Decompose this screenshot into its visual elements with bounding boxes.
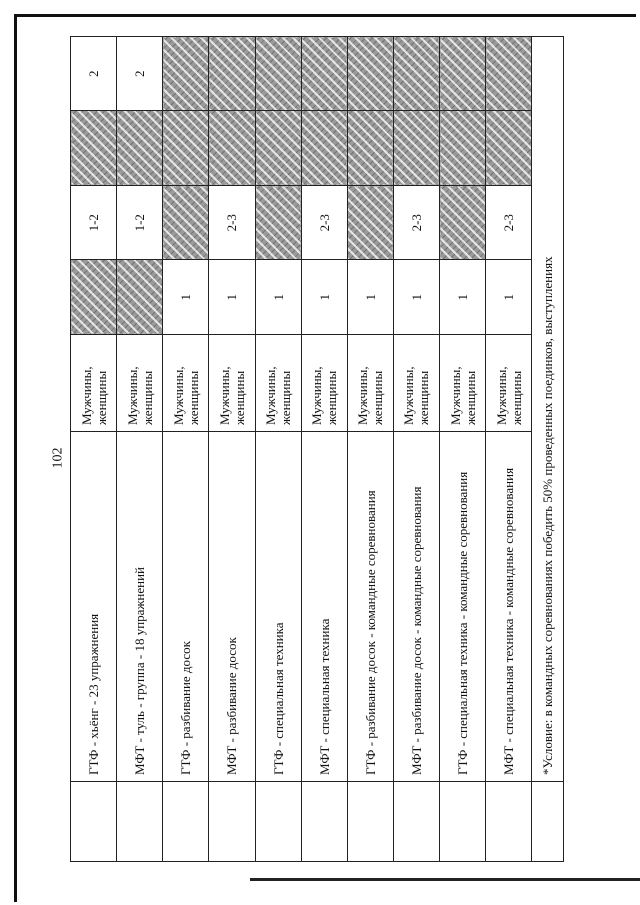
value-cell-2: 2-3 [209,186,255,261]
value-cell-3 [301,111,347,186]
value-cell-1 [71,260,117,335]
ranks-table [70,36,564,862]
value-cell-4 [486,37,532,112]
value-cell-1: 1 [209,260,255,335]
value-cell-2 [440,186,486,261]
row-spacer-cell [163,782,209,862]
value-cell-1: 1 [255,260,301,335]
value-cell-3 [71,111,117,186]
value-cell-4 [163,37,209,112]
bottom-rule [250,878,640,881]
value-cell-1: 1 [440,260,486,335]
value-cell-2 [163,186,209,261]
table-row [393,37,439,862]
row-spacer-cell [440,782,486,862]
value-cell-2: 1-2 [71,186,117,261]
value-cell-3 [393,111,439,186]
row-spacer-cell [255,782,301,862]
rotated-table-container [70,36,564,862]
table-row [486,37,532,862]
page-number: 102 [50,447,66,469]
value-cell-1: 1 [347,260,393,335]
discipline-cell: МФТ - разбивание досок [209,432,255,782]
table-row [71,37,117,862]
gender-cell: Мужчины, женщины [393,335,439,432]
value-cell-4: 2 [71,37,117,112]
row-spacer-cell [347,782,393,862]
table-row [209,37,255,862]
gender-cell: Мужчины, женщины [347,335,393,432]
value-cell-1: 1 [393,260,439,335]
row-spacer-cell [532,782,564,862]
row-spacer-cell [301,782,347,862]
table-row [347,37,393,862]
value-cell-3 [255,111,301,186]
row-spacer-cell [209,782,255,862]
value-cell-2 [255,186,301,261]
table-row [440,37,486,862]
table-row [255,37,301,862]
footnote-text: *Условие: в командных соревнованиях победить 50% проведенных поединков, выступлениях [532,37,564,782]
value-cell-3 [440,111,486,186]
value-cell-1: 1 [301,260,347,335]
discipline-cell: ГТФ - разбивание досок - командные соревнования [347,432,393,782]
value-cell-4: 2 [117,37,163,112]
table-row [117,37,163,862]
table-row [163,37,209,862]
gender-cell: Мужчины, женщины [209,335,255,432]
gender-cell: Мужчины, женщины [301,335,347,432]
value-cell-2: 2-3 [486,186,532,261]
gender-cell: Мужчины, женщины [163,335,209,432]
value-cell-3 [486,111,532,186]
row-spacer-cell [486,782,532,862]
table-row [301,37,347,862]
value-cell-1: 1 [163,260,209,335]
value-cell-2 [347,186,393,261]
gender-cell: Мужчины, женщины [117,335,163,432]
row-spacer-cell [117,782,163,862]
discipline-cell: ГТФ - специальная техника [255,432,301,782]
discipline-cell: МФТ - специальная техника [301,432,347,782]
value-cell-2: 2-3 [393,186,439,261]
value-cell-2: 1-2 [117,186,163,261]
note-row [532,37,564,862]
value-cell-3 [163,111,209,186]
gender-cell: Мужчины, женщины [440,335,486,432]
gender-cell: Мужчины, женщины [486,335,532,432]
value-cell-4 [255,37,301,112]
value-cell-2: 2-3 [301,186,347,261]
value-cell-3 [117,111,163,186]
discipline-cell: МФТ - разбивание досок - командные соревнования [393,432,439,782]
value-cell-3 [347,111,393,186]
gender-cell: Мужчины, женщины [255,335,301,432]
discipline-cell: МФТ - специальная техника - командные соревнования [486,432,532,782]
value-cell-4 [209,37,255,112]
discipline-cell: ГТФ - хьёнг - 23 упражнения [71,432,117,782]
value-cell-3 [209,111,255,186]
value-cell-4 [301,37,347,112]
discipline-cell: ГТФ - разбивание досок [163,432,209,782]
row-spacer-cell [71,782,117,862]
value-cell-1: 1 [486,260,532,335]
row-spacer-cell [393,782,439,862]
discipline-cell: МФТ - туль - группа - 18 упражнений [117,432,163,782]
value-cell-4 [440,37,486,112]
discipline-cell: ГТФ - специальная техника - командные соревнования [440,432,486,782]
value-cell-4 [393,37,439,112]
value-cell-1 [117,260,163,335]
value-cell-4 [347,37,393,112]
gender-cell: Мужчины, женщины [71,335,117,432]
